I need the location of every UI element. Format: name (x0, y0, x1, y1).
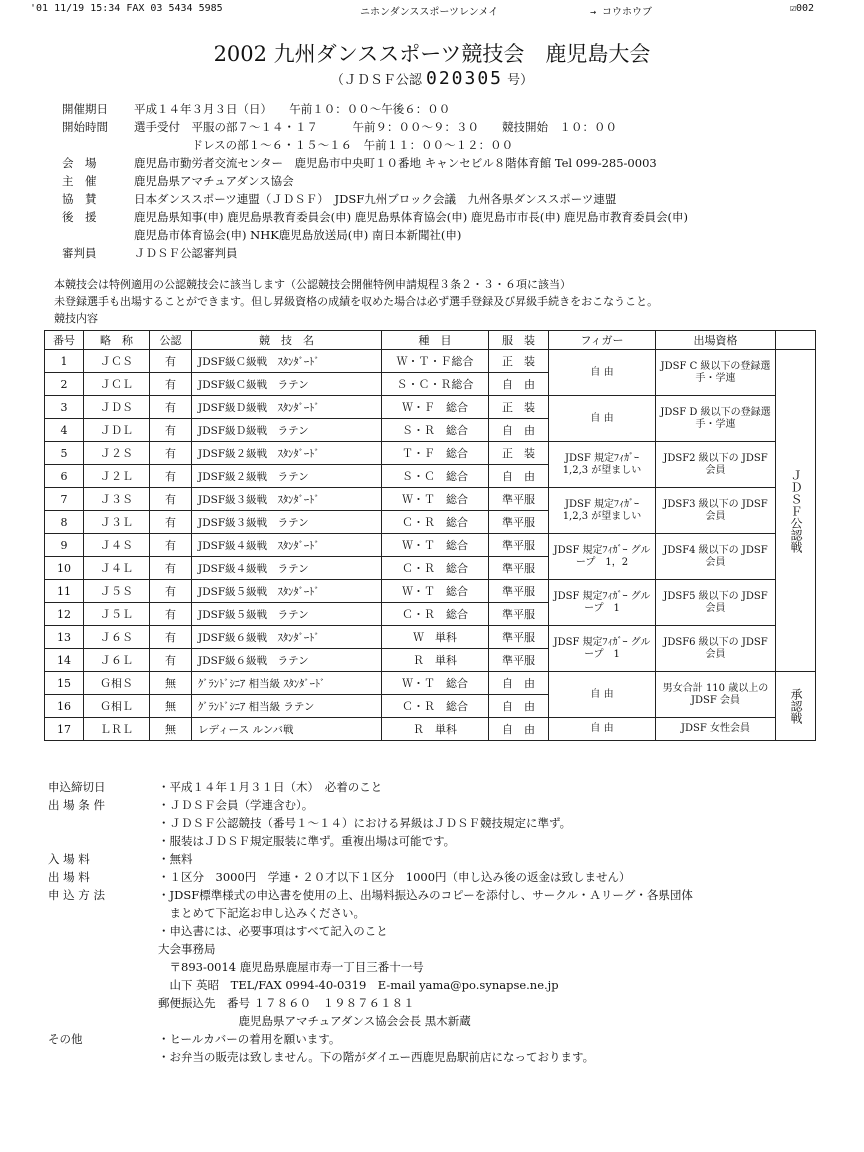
qualification-cell: JDSF3 級以下の JDSF 会員 (656, 488, 776, 534)
application-label (48, 1012, 158, 1030)
row-dress: 準平服 (489, 488, 549, 511)
row-dress: 準平服 (489, 649, 549, 672)
application-value: ・１区分 3000円 学連・２０才以下１区分 1000円（申し込み後の返金は致しません） (158, 870, 631, 884)
qualification-cell: JDSF 女性会員 (656, 718, 776, 741)
row-competition-name: JDSF級５級戦 ラテン (192, 603, 382, 626)
row-number: 4 (45, 419, 84, 442)
row-dress: 準平服 (489, 603, 549, 626)
qualification-cell: JDSF4 級以下の JDSF 会員 (656, 534, 776, 580)
info-label: 会 場 (62, 156, 97, 170)
application-label: 申込締切日 (48, 780, 106, 794)
row-competition-name: JDSF級２級戦 ラテン (192, 465, 382, 488)
info-row (62, 208, 842, 226)
row-event: Ｃ・Ｒ 総合 (382, 603, 489, 626)
row-dress: 自 由 (489, 718, 549, 741)
application-value: ・JDSF標準様式の申込書を使用の上、出場料振込みのコピーを添付し、サークル・Ａリーグ・各県団体 (158, 888, 693, 902)
table-row (45, 488, 816, 511)
row-number: 11 (45, 580, 84, 603)
row-competition-name: JDSF級３級戦 ｽﾀﾝﾀﾞｰﾄﾞ (192, 488, 382, 511)
fax-header-center: ニホンダンススポーツレンメイ (360, 7, 499, 18)
info-value: ドレスの部１～６・１５～１６ 午前１１：００～１２：００ (134, 138, 514, 152)
info-value: 鹿児島市勤労者交流センター 鹿児島市中央町１０番地 キャンセビル８階体育館 Tel 099-285-0003 (134, 156, 657, 170)
row-number: 14 (45, 649, 84, 672)
table-row (45, 396, 816, 419)
certification-type-cell: ＪＤＳＦ公認戦 (776, 350, 816, 672)
info-row (62, 190, 842, 208)
row-number: 13 (45, 626, 84, 649)
table-row (45, 580, 816, 603)
application-row (48, 994, 848, 1012)
info-row (62, 172, 842, 190)
info-value: 鹿児島県アマチュアダンス協会 (134, 174, 294, 188)
table-row (45, 534, 816, 557)
table-row (45, 442, 816, 465)
figure-cell: JDSF 規定ﾌｨｶﾞｰ 1,2,3 が望ましい (549, 488, 656, 534)
row-event: Ｒ 単科 (382, 649, 489, 672)
competition-table (44, 330, 816, 741)
notes (54, 276, 844, 327)
info-value: 平成１４年３月３日（日） 午前１０：００～午後６：００ (134, 102, 451, 116)
application-label (48, 1048, 158, 1066)
row-official: 有 (150, 396, 192, 419)
info-value: 鹿児島市体育協会(申) NHK鹿児島放送局(申) 南日本新聞社(申) (134, 228, 462, 242)
info-row (62, 244, 842, 262)
row-event: Ｗ・Ｔ 総合 (382, 534, 489, 557)
application-row (48, 1048, 848, 1066)
row-official: 有 (150, 373, 192, 396)
application-label: 出 場 料 (48, 870, 90, 884)
row-official: 有 (150, 649, 192, 672)
row-competition-name: JDSF級Ｃ級戦 ラテン (192, 373, 382, 396)
application-label: 入 場 料 (48, 852, 90, 866)
document-subtitle (0, 68, 864, 89)
row-number: 7 (45, 488, 84, 511)
application-value: 山下 英昭 TEL/FAX 0994-40-0319 E-mail yama@po.synapse.ne.jp (158, 978, 559, 992)
figure-cell: 自 由 (549, 350, 656, 396)
application-label: 申 込 方 法 (48, 888, 105, 902)
row-official: 有 (150, 557, 192, 580)
application-row (48, 778, 848, 796)
note-line: 競技内容 (54, 312, 98, 325)
row-official: 無 (150, 695, 192, 718)
qualification-cell: JDSF6 級以下の JDSF 会員 (656, 626, 776, 672)
row-number: 8 (45, 511, 84, 534)
row-number: 16 (45, 695, 84, 718)
row-official: 有 (150, 534, 192, 557)
qualification-cell: JDSF D 級以下の登録選手・学連 (656, 396, 776, 442)
row-competition-name: JDSF級６級戦 ラテン (192, 649, 382, 672)
row-event: Ｗ・Ｔ 総合 (382, 488, 489, 511)
row-competition-name: JDSF級５級戦 ｽﾀﾝﾀﾞｰﾄﾞ (192, 580, 382, 603)
note-line: 本競技会は特例適用の公認競技会に該当します（公認競技会開催特例申請規程３条２・３・６項に該当） (54, 278, 571, 291)
row-number: 5 (45, 442, 84, 465)
row-number: 3 (45, 396, 84, 419)
table-header-cell: フィガー (549, 331, 656, 350)
table-header-cell: 番号 (45, 331, 84, 350)
application-label (48, 832, 158, 850)
row-official: 有 (150, 488, 192, 511)
row-event: Ｗ・Ｔ 総合 (382, 580, 489, 603)
table-header-cell: 出場資格 (656, 331, 776, 350)
application-row (48, 904, 848, 922)
row-code: Ｊ４Ｓ (84, 534, 150, 557)
info-label: 開催期日 (62, 102, 108, 116)
row-code: ＪＤＬ (84, 419, 150, 442)
application-value: ・ＪＤＳＦ会員（学連含む）。 (158, 798, 314, 812)
row-competition-name: JDSF級Ｄ級戦 ラテン (192, 419, 382, 442)
row-official: 有 (150, 442, 192, 465)
row-dress: 正 装 (489, 396, 549, 419)
application-value: ・申込書には、必要事項はすべて記入のこと (158, 924, 388, 938)
row-number: 17 (45, 718, 84, 741)
application-row (48, 796, 848, 814)
table-header-row (45, 331, 816, 350)
row-event: Ｓ・Ｃ・Ｒ総合 (382, 373, 489, 396)
row-competition-name: JDSF級Ｄ級戦 ｽﾀﾝﾀﾞｰﾄﾞ (192, 396, 382, 419)
row-official: 有 (150, 419, 192, 442)
fax-header-left: '01 11/19 15:34 FAX 03 5434 5985 (30, 3, 223, 14)
application-row (48, 940, 848, 958)
application-label (48, 976, 158, 994)
application-value: ・無料 (158, 852, 193, 866)
application-label: 出 場 条 件 (48, 798, 105, 812)
row-dress: 自 由 (489, 672, 549, 695)
application-label: その他 (48, 1032, 83, 1046)
row-code: ＪＤＳ (84, 396, 150, 419)
qualification-cell: JDSF2 級以下の JDSF 会員 (656, 442, 776, 488)
info-label: 審判員 (62, 246, 97, 260)
row-code: Ｊ５Ｓ (84, 580, 150, 603)
application-value: 大会事務局 (158, 942, 216, 956)
row-dress: 正 装 (489, 442, 549, 465)
row-dress: 準平服 (489, 557, 549, 580)
application-label (48, 904, 158, 922)
row-competition-name: JDSF級４級戦 ラテン (192, 557, 382, 580)
info-value: ＪＤＳＦ公認審判員 (134, 246, 238, 260)
application-row (48, 922, 848, 940)
info-row (62, 154, 842, 172)
row-competition-name: JDSF級３級戦 ラテン (192, 511, 382, 534)
application-value: ・服装はＪＤＳＦ規定服装に準ず。重複出場は可能です。 (158, 834, 456, 848)
row-code: Ｊ３Ｌ (84, 511, 150, 534)
application-row (48, 1012, 848, 1030)
application-info (48, 778, 848, 1066)
row-event: Ｗ 単科 (382, 626, 489, 649)
row-code: Ｊ３Ｓ (84, 488, 150, 511)
row-code: Ｊ２Ｓ (84, 442, 150, 465)
row-event: Ｓ・Ｒ 総合 (382, 419, 489, 442)
row-event: Ｗ・Ｔ 総合 (382, 672, 489, 695)
row-dress: 準平服 (489, 534, 549, 557)
application-label (48, 994, 158, 1012)
row-number: 10 (45, 557, 84, 580)
row-event: Ｔ・Ｆ 総合 (382, 442, 489, 465)
application-label (48, 814, 158, 832)
table-row (45, 350, 816, 373)
info-value: 鹿児島県知事(申) 鹿児島県教育委員会(申) 鹿児島県体育協会(申) 鹿児島市市長(申) 鹿児島市教育委員会(申) (134, 210, 688, 224)
table-header-cell: 種 目 (382, 331, 489, 350)
application-value: 郵便振込先 番号 １７８６０ １９８７６１８１ (158, 996, 415, 1010)
certification-number: 020305 (425, 68, 504, 89)
application-value: まとめて下記迄お申し込みください。 (158, 906, 365, 920)
table-header-cell: 服 装 (489, 331, 549, 350)
row-dress: 準平服 (489, 511, 549, 534)
qualification-cell: 男女合計 110 歳以上の JDSF 会員 (656, 672, 776, 718)
application-value: ・ヒールカバーの着用を願います。 (158, 1032, 341, 1046)
figure-cell: 自 由 (549, 672, 656, 718)
application-row (48, 850, 848, 868)
application-row (48, 832, 848, 850)
table-row (45, 718, 816, 741)
row-number: 12 (45, 603, 84, 626)
application-value: 〒893-0014 鹿児島県鹿屋市寿一丁目三番十一号 (158, 960, 424, 974)
row-code: Ｇ相Ｓ (84, 672, 150, 695)
info-value: 選手受付 平服の部７～１４・１７ 午前９：００～９：３０ 競技開始 １０：００ (134, 120, 617, 134)
application-row (48, 976, 848, 994)
qualification-cell: JDSF5 級以下の JDSF 会員 (656, 580, 776, 626)
row-dress: 自 由 (489, 695, 549, 718)
fax-header (30, 3, 830, 19)
row-number: 1 (45, 350, 84, 373)
figure-cell: JDSF 規定ﾌｨｶﾞｰ グループ 1，2 (549, 534, 656, 580)
table-row (45, 672, 816, 695)
row-official: 無 (150, 672, 192, 695)
row-dress: 正 装 (489, 350, 549, 373)
subtitle-prefix: （ＪＤＳＦ公認 (330, 73, 422, 88)
info-label: 協 賛 (62, 192, 97, 206)
row-official: 有 (150, 580, 192, 603)
row-official: 有 (150, 626, 192, 649)
row-event: Ｓ・Ｃ 総合 (382, 465, 489, 488)
application-row (48, 868, 848, 886)
row-competition-name: レディース ルンバ戦 (192, 718, 382, 741)
application-value: 鹿児島県アマチュアダンス協会会長 黒木新蔵 (158, 1014, 471, 1028)
application-value: ・お弁当の販売は致しません。下の階がダイエー西鹿児島駅前店になっております。 (158, 1050, 595, 1064)
row-dress: 自 由 (489, 373, 549, 396)
figure-cell: 自 由 (549, 396, 656, 442)
row-competition-name: JDSF級６級戦 ｽﾀﾝﾀﾞｰﾄﾞ (192, 626, 382, 649)
row-competition-name: JDSF級２級戦 ｽﾀﾝﾀﾞｰﾄﾞ (192, 442, 382, 465)
application-row (48, 886, 848, 904)
info-value: 日本ダンススポーツ連盟（ＪＤＳＦ） JDSF九州ブロック会議 九州各県ダンススポーツ連盟 (134, 192, 617, 206)
info-row (62, 100, 842, 118)
row-number: 2 (45, 373, 84, 396)
row-official: 有 (150, 603, 192, 626)
row-official: 有 (150, 511, 192, 534)
row-event: Ｗ・Ｆ 総合 (382, 396, 489, 419)
row-code: Ｊ６Ｓ (84, 626, 150, 649)
row-official: 無 (150, 718, 192, 741)
info-row (62, 136, 842, 154)
info-row (62, 118, 842, 136)
row-code: Ｊ６Ｌ (84, 649, 150, 672)
table-body (45, 350, 816, 741)
row-competition-name: ｸﾞﾗﾝﾄﾞｼﾆｱ 相当級 ラテン (192, 695, 382, 718)
application-row (48, 958, 848, 976)
table-row (45, 626, 816, 649)
row-code: Ｊ５Ｌ (84, 603, 150, 626)
certification-type-cell: 承認戦 (776, 672, 816, 741)
subtitle-suffix: 号） (507, 73, 534, 88)
row-event: Ｗ・Ｔ・Ｆ総合 (382, 350, 489, 373)
note-line: 未登録選手も出場することができます。但し昇級資格の成績を収めた場合は必ず選手登録及び昇級手続きをおこなうこと。 (54, 295, 659, 308)
application-value: ・平成１４年１月３１日（木） 必着のこと (158, 780, 383, 794)
table-header-blank (776, 331, 816, 350)
row-code: ＬＲＬ (84, 718, 150, 741)
application-label (48, 922, 158, 940)
row-code: Ｊ４Ｌ (84, 557, 150, 580)
info-label (62, 136, 134, 154)
row-event: Ｃ・Ｒ 総合 (382, 695, 489, 718)
fax-header-page: ☑002 (790, 3, 815, 14)
info-label: 後 援 (62, 210, 97, 224)
application-row (48, 814, 848, 832)
figure-cell: JDSF 規定ﾌｨｶﾞｰ 1,2,3 が望ましい (549, 442, 656, 488)
row-competition-name: JDSF級Ｃ級戦 ｽﾀﾝﾀﾞｰﾄﾞ (192, 350, 382, 373)
row-event: Ｒ 単科 (382, 718, 489, 741)
row-dress: 自 由 (489, 465, 549, 488)
row-code: Ｊ２Ｌ (84, 465, 150, 488)
row-official: 有 (150, 465, 192, 488)
info-row (62, 226, 842, 244)
figure-cell: JDSF 規定ﾌｨｶﾞｰ グループ 1 (549, 580, 656, 626)
row-number: 9 (45, 534, 84, 557)
figure-cell: JDSF 規定ﾌｨｶﾞｰ グループ 1 (549, 626, 656, 672)
fax-header-arrow: → コウホウブ (590, 7, 653, 18)
table-header-cell: 競 技 名 (192, 331, 382, 350)
row-competition-name: JDSF級４級戦 ｽﾀﾝﾀﾞｰﾄﾞ (192, 534, 382, 557)
row-code: Ｇ相Ｌ (84, 695, 150, 718)
application-row (48, 1030, 848, 1048)
application-value: ・ＪＤＳＦ公認競技（番号１～１４）における昇級はＪＤＳＦ競技規定に準ず。 (158, 816, 572, 830)
row-competition-name: ｸﾞﾗﾝﾄﾞｼﾆｱ 相当級 ｽﾀﾝﾀﾞｰﾄﾞ (192, 672, 382, 695)
document-title: 2002 九州ダンススポーツ競技会 鹿児島大会 (213, 42, 651, 66)
row-code: ＪＣＬ (84, 373, 150, 396)
row-number: 6 (45, 465, 84, 488)
row-official: 有 (150, 350, 192, 373)
figure-cell: 自 由 (549, 718, 656, 741)
row-event: Ｃ・Ｒ 総合 (382, 557, 489, 580)
table-header-cell: 略 称 (84, 331, 150, 350)
row-dress: 準平服 (489, 626, 549, 649)
info-label: 主 催 (62, 174, 97, 188)
row-code: ＪＣＳ (84, 350, 150, 373)
event-info (62, 100, 842, 262)
info-label: 開始時間 (62, 120, 108, 134)
qualification-cell: JDSF C 級以下の登録選手・学連 (656, 350, 776, 396)
info-label (62, 226, 134, 244)
table-header-cell: 公認 (150, 331, 192, 350)
application-label (48, 958, 158, 976)
row-dress: 準平服 (489, 580, 549, 603)
row-dress: 自 由 (489, 419, 549, 442)
row-event: Ｃ・Ｒ 総合 (382, 511, 489, 534)
row-number: 15 (45, 672, 84, 695)
application-label (48, 940, 158, 958)
